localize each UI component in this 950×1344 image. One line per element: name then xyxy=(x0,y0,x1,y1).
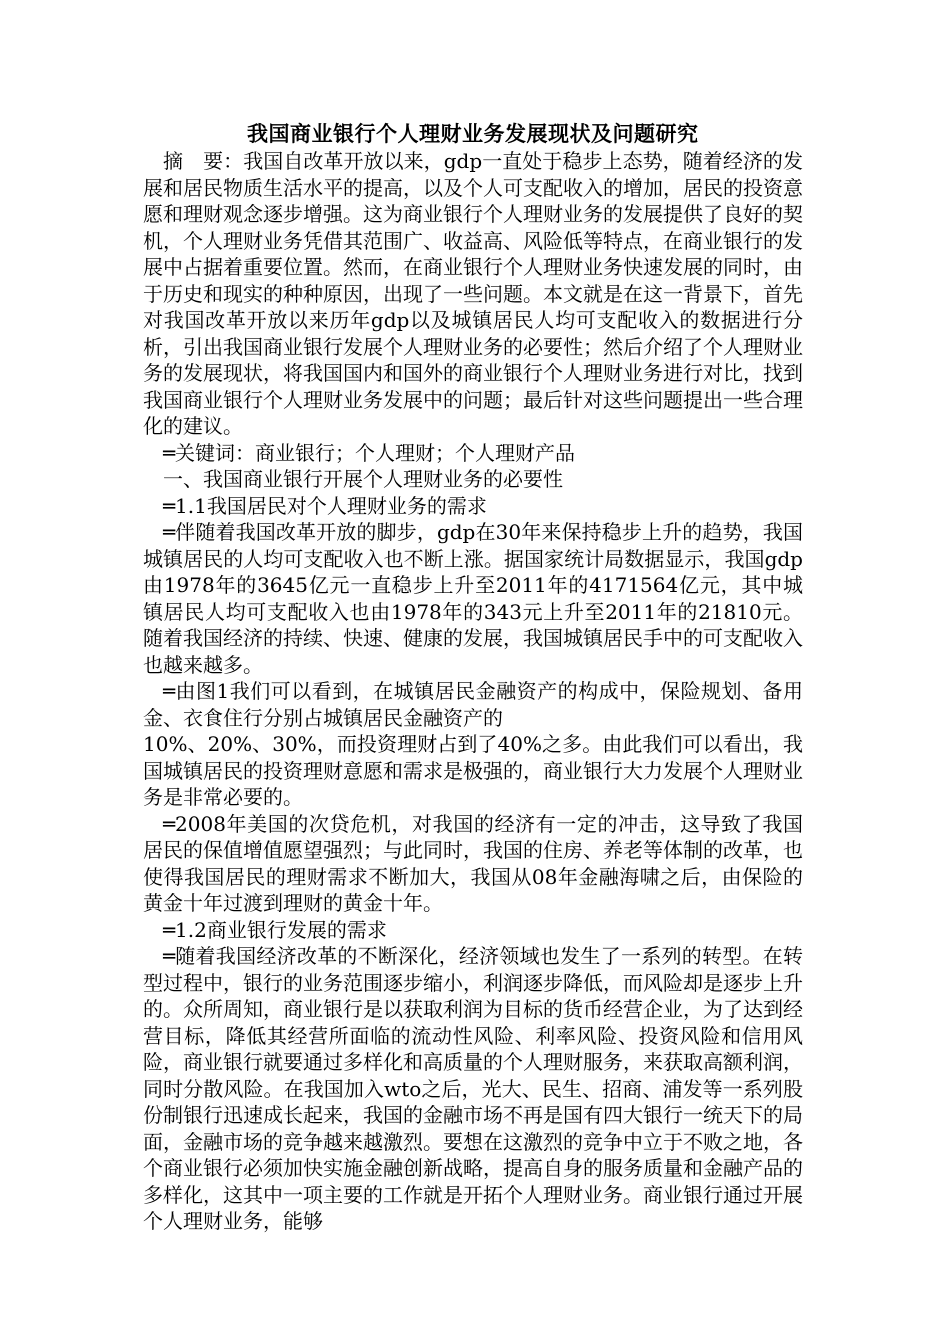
document-body xyxy=(143,120,803,1235)
subsection-heading-1-1: ═1.1我国居民对个人理财业务的需求 xyxy=(163,493,487,518)
keywords-line: ═关键词：商业银行；个人理财；个人理财产品 xyxy=(163,440,576,465)
section-heading-1: 一、我国商业银行开展个人理财业务的必要性 xyxy=(163,467,563,491)
abstract-paragraph: 摘 要：我国自改革开放以来，gdp一直处于稳步上态势，随着经济的发展和居民物质生活水平的提高，以及个人可支配收入的增加，居民的投资意愿和理财观念逐步增强。这为商业银行个人理财业务的发展提供了良好的契机，个人理财业务凭借其范围广、收益高、风险低等特点，在商业银行的发展中占据着重要位置。然而，在商业银行个人理财业务快速发展的同时，由于历史和现实的种种原因，出现了一些问题。本文就是在这一背景下，首先对我国改革开放以来历年gdp以及城镇居民人均可支配收入的数据进行分析，引出我国商业银行发展个人理财业务的必要性；然后介绍了个人理财业务的发展现状，将我国国内和国外的商业银行个人理财业务进行对比，找到我国商业银行个人理财业务发展中的问题；最后针对这些问题提出一些合理化的建议。 xyxy=(143,149,803,438)
body-paragraph: ═由图1我们可以看到，在城镇居民金融资产的构成中，保险规划、备用金、衣食住行分别占城镇居民金融资产的 xyxy=(143,679,803,730)
body-paragraph: ═2008年美国的次贷危机，对我国的经济有一定的冲击，这导致了我国居民的保值增值愿望强烈；与此同时，我国的住房、养老等体制的改革，也使得我国居民的理财需求不断加大，我国从08年金融海啸之后，由保险的黄金十年过渡到理财的黄金十年。 xyxy=(143,811,803,915)
subsection-heading-1-2: ═1.2商业银行发展的需求 xyxy=(163,917,387,942)
body-paragraph: ═伴随着我国改革开放的脚步，gdp在30年来保持稳步上升的趋势，我国城镇居民的人均可支配收入也不断上涨。据国家统计局数据显示，我国gdp由1978年的3645亿元一直稳步上升至2011年的4171564亿元，其中城镇居民人均可支配收入也由1978年的343元上升至2011年的21810元。随着我国经济的持续、快速、健康的发展，我国城镇居民手中的可支配收入也越来越多。 xyxy=(143,520,803,677)
body-paragraph: 10%、20%、30%，而投资理财占到了40%之多。由此我们可以看出，我国城镇居民的投资理财意愿和需求是极强的，商业银行大力发展个人理财业务是非常必要的。 xyxy=(143,732,803,809)
body-paragraph: ═随着我国经济改革的不断深化，经济领域也发生了一系列的转型。在转型过程中，银行的业务范围逐步缩小，利润逐步降低，而风险却是逐步上升的。众所周知，商业银行是以获取利润为目标的货币经营企业，为了达到经营目标，降低其经营所面临的流动性风险、利率风险、投资风险和信用风险，商业银行就要通过多样化和高质量的个人理财服务，来获取高额利润，同时分散风险。在我国加入wto之后，光大、民生、招商、浦发等一系列股份制银行迅速成长起来，我国的金融市场不再是国有四大银行一统天下的局面，金融市场的竞争越来越激烈。要想在这激烈的竞争中立于不败之地，各个商业银行必须加快实施金融创新战略，提高自身的服务质量和金融产品的多样化，这其中一项主要的工作就是开拓个人理财业务。商业银行通过开展个人理财业务，能够 xyxy=(143,944,803,1233)
page-title: 我国商业银行个人理财业务发展现状及问题研究 xyxy=(247,122,699,146)
